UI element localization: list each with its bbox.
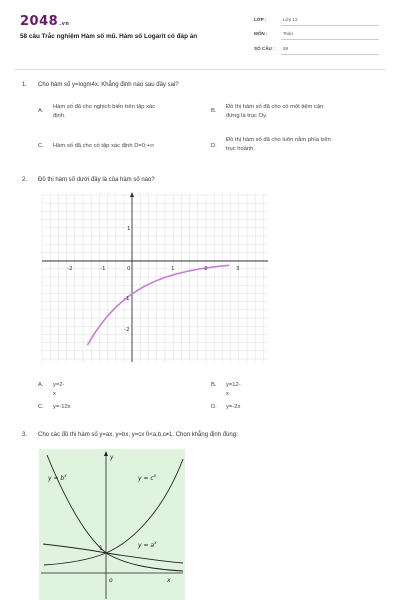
c-curve-label: $y = c^x$	[138, 473, 157, 482]
x-tick-label: 2	[204, 266, 208, 272]
question-number: 2.	[22, 177, 28, 183]
meta-underline	[281, 39, 379, 40]
option-text: y=-12x	[53, 404, 71, 410]
graph-grid	[42, 194, 268, 362]
q2-graph	[40, 190, 272, 364]
origin-label: o	[109, 577, 113, 584]
x-tick-label: -2	[67, 266, 73, 272]
option-text: Hàm số đã cho nghịch biến trên tập xác	[53, 104, 156, 110]
meta-key: SỐ CÂU :	[254, 46, 275, 51]
x-tick-label: -1	[100, 266, 106, 272]
meta-key: MÔN :	[254, 31, 268, 36]
option-text: Hàm số đã cho có tập xác định D=0;+∞	[53, 143, 155, 149]
meta-underline	[281, 54, 379, 55]
x-tick-label: 1	[171, 266, 175, 272]
question-text: Đồ thị hàm số dưới đây là của hàm số nào?	[38, 177, 155, 183]
y-axis-arrow	[130, 192, 134, 197]
x-axis-label: x	[167, 577, 171, 584]
x-tick-label: 0	[127, 266, 131, 272]
meta-value: 58	[283, 46, 289, 51]
option-text: Đồ thị hàm số đã cho luôn nằm phía trên	[226, 137, 331, 143]
option-label: D.	[211, 143, 217, 149]
document-title: 58 câu Trắc nghiệm Hàm số mũ. Hàm số Logarit có đáp án	[20, 33, 198, 40]
option-text: đứng là trục Oy.	[226, 113, 268, 119]
logo-text: 2048	[20, 14, 59, 29]
option-text: Đồ thị hàm số đã cho có một tiệm cận	[226, 104, 324, 110]
a-curve-label: $y = a^x$	[138, 540, 157, 549]
meta-key: LỚP :	[254, 17, 267, 22]
meta-value: Toán	[283, 31, 293, 36]
y-tick-label: 1	[127, 226, 131, 232]
question-number: 1.	[22, 82, 28, 88]
b-curve-label: $y = b^x$	[48, 473, 67, 482]
option-label: A.	[38, 382, 44, 388]
q3-graph	[39, 449, 185, 600]
question-number: 3.	[22, 432, 28, 438]
meta-underline	[281, 25, 379, 26]
option-label: B.	[211, 108, 217, 114]
y-axis-label: y	[110, 454, 114, 461]
meta-value: Lớp 12	[283, 17, 298, 22]
document-header	[0, 0, 400, 72]
option-text: y=-2x	[226, 404, 241, 410]
option-text: y=2-x	[53, 382, 65, 397]
question-text: Cho hàm số y=logm4x. Khẳng định nào sau đây sai?	[38, 82, 179, 88]
y-tick-label: -1	[124, 296, 130, 302]
site-logo[interactable]	[20, 14, 69, 29]
option-label: B.	[211, 382, 217, 388]
question-text: Cho các đồ thị hàm số y=ax, y=bx, y=cx 0<a,b,c≠1. Chọn khẳng định đúng:	[38, 432, 238, 438]
one-label: 1	[99, 545, 103, 552]
logo-suffix: .vn	[59, 21, 70, 27]
x-tick-label: 3	[236, 266, 240, 272]
option-text: định.	[53, 113, 66, 119]
option-label: D.	[211, 404, 217, 410]
y-tick-label: -2	[124, 327, 130, 333]
option-text: trục hoành.	[226, 146, 256, 152]
option-label: A.	[38, 108, 44, 114]
option-label: C.	[38, 404, 44, 410]
header-divider	[14, 69, 386, 70]
option-text: y=12-x	[226, 382, 241, 397]
option-label: C.	[38, 143, 44, 149]
exponential-curve	[87, 265, 229, 345]
